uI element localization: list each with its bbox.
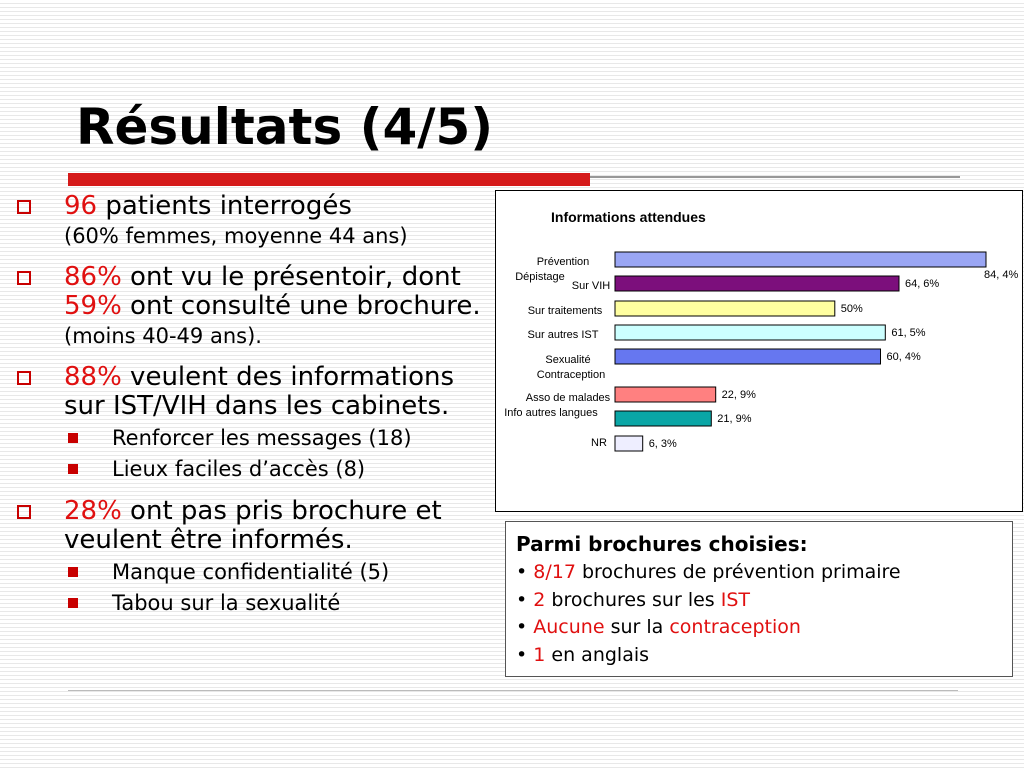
bullet-text: veulent des informations sur IST/VIH dans les cabinets.: [64, 362, 454, 421]
dot-bullet-icon: •: [516, 561, 528, 583]
dot-bullet-icon: •: [516, 588, 528, 611]
bar: [615, 387, 716, 402]
category-label: Sur autres IST: [527, 329, 599, 341]
square-bullet-icon: [68, 567, 78, 577]
info-highlight-2: contraception: [669, 616, 801, 638]
bullet-list: [14, 192, 498, 631]
bar: [615, 276, 899, 291]
bar: [615, 411, 711, 426]
brochures-info-box: [505, 521, 1013, 677]
sub-bullet-text: Manque confidentialité (5): [112, 560, 390, 584]
dot-bullet-icon: •: [516, 616, 528, 638]
value-label: 50%: [840, 303, 863, 315]
category-label: Sur VIH: [571, 280, 611, 292]
page-title: Résultats (4/5): [76, 98, 494, 156]
info-title: Parmi brochures choisies:: [516, 532, 808, 556]
sub-bullet-text: Lieux faciles d’accès (8): [112, 457, 366, 481]
info-line: [516, 587, 1002, 615]
info-highlight-2: IST: [720, 588, 751, 611]
value-label: 6, 3%: [648, 438, 677, 450]
sub-bullet-item: [14, 423, 498, 454]
info-highlight: Aucune: [533, 616, 605, 638]
title-divider: [590, 176, 960, 178]
bar: [615, 436, 643, 451]
footer-divider: [68, 690, 958, 691]
bullet-text: patients interrogés: [97, 191, 352, 221]
info-line: [516, 614, 1002, 642]
info-highlight: 8/17: [533, 561, 576, 583]
info-line: [516, 642, 1002, 670]
info-text: brochures de prévention primaire: [575, 561, 901, 583]
checkbox-icon: [17, 271, 31, 285]
category-label: Sexualité: [545, 354, 591, 366]
bullet-text-2: ont consulté une brochure.: [121, 291, 481, 321]
sub-bullet-item: [14, 454, 498, 485]
dot-bullet-icon: •: [516, 643, 528, 666]
bullet-item: [14, 263, 498, 351]
square-bullet-icon: [68, 598, 78, 608]
info-line: [516, 559, 1002, 587]
bar: [615, 349, 881, 364]
sub-bullet-item: [14, 557, 498, 588]
info-text: en anglais: [545, 643, 650, 666]
bar: [615, 325, 885, 340]
sub-bullet-list: [14, 557, 498, 619]
category-label: Sur traitements: [527, 305, 603, 317]
category-label: NR: [591, 437, 607, 449]
bullet-highlight: 86%: [64, 262, 122, 292]
category-label: Dépistage: [515, 271, 565, 283]
value-label: 60, 4%: [886, 351, 921, 363]
bullet-highlight: 88%: [64, 362, 122, 392]
category-label: Asso de malades: [525, 392, 611, 404]
category-label: Info autres langues: [504, 407, 598, 419]
bullet-detail: (moins 40-49 ans).: [64, 324, 262, 348]
info-highlight: 2: [533, 588, 546, 611]
info-text: sur la: [604, 616, 670, 638]
bar-chart: [496, 191, 1024, 513]
bullet-item: [14, 497, 498, 555]
value-label: 22, 9%: [721, 389, 756, 401]
bullet-text: ont pas pris brochure et veulent être informés.: [64, 496, 442, 555]
bullet-text: ont vu le présentoir, dont: [121, 262, 461, 292]
checkbox-icon: [17, 505, 31, 519]
title-underline: [68, 173, 590, 186]
bullet-highlight-2: 59%: [64, 291, 122, 321]
chart-panel: [495, 190, 1023, 512]
category-label: Prévention: [536, 256, 590, 268]
info-text: brochures sur les: [545, 588, 721, 611]
square-bullet-icon: [68, 464, 78, 474]
info-highlight: 1: [533, 643, 546, 666]
chart-title: Informations attendues: [551, 209, 706, 225]
bullet-highlight: 96: [64, 191, 98, 221]
square-bullet-icon: [68, 433, 78, 443]
value-label: 21, 9%: [717, 413, 752, 425]
bullet-item: [14, 363, 498, 421]
sub-bullet-text: Tabou sur la sexualité: [112, 591, 341, 615]
category-label: Contraception: [536, 369, 606, 381]
sub-bullet-item: [14, 588, 498, 619]
bullet-detail: (60% femmes, moyenne 44 ans): [64, 224, 408, 248]
value-label: 84, 4%: [984, 269, 1019, 281]
checkbox-icon: [17, 200, 31, 214]
checkbox-icon: [17, 371, 31, 385]
bullet-item: [14, 192, 498, 251]
value-label: 61, 5%: [891, 327, 926, 339]
bar: [615, 252, 986, 267]
bar: [615, 301, 835, 316]
sub-bullet-list: [14, 423, 498, 485]
value-label: 64, 6%: [904, 278, 940, 290]
sub-bullet-text: Renforcer les messages (18): [112, 426, 412, 450]
bullet-highlight: 28%: [64, 496, 122, 526]
